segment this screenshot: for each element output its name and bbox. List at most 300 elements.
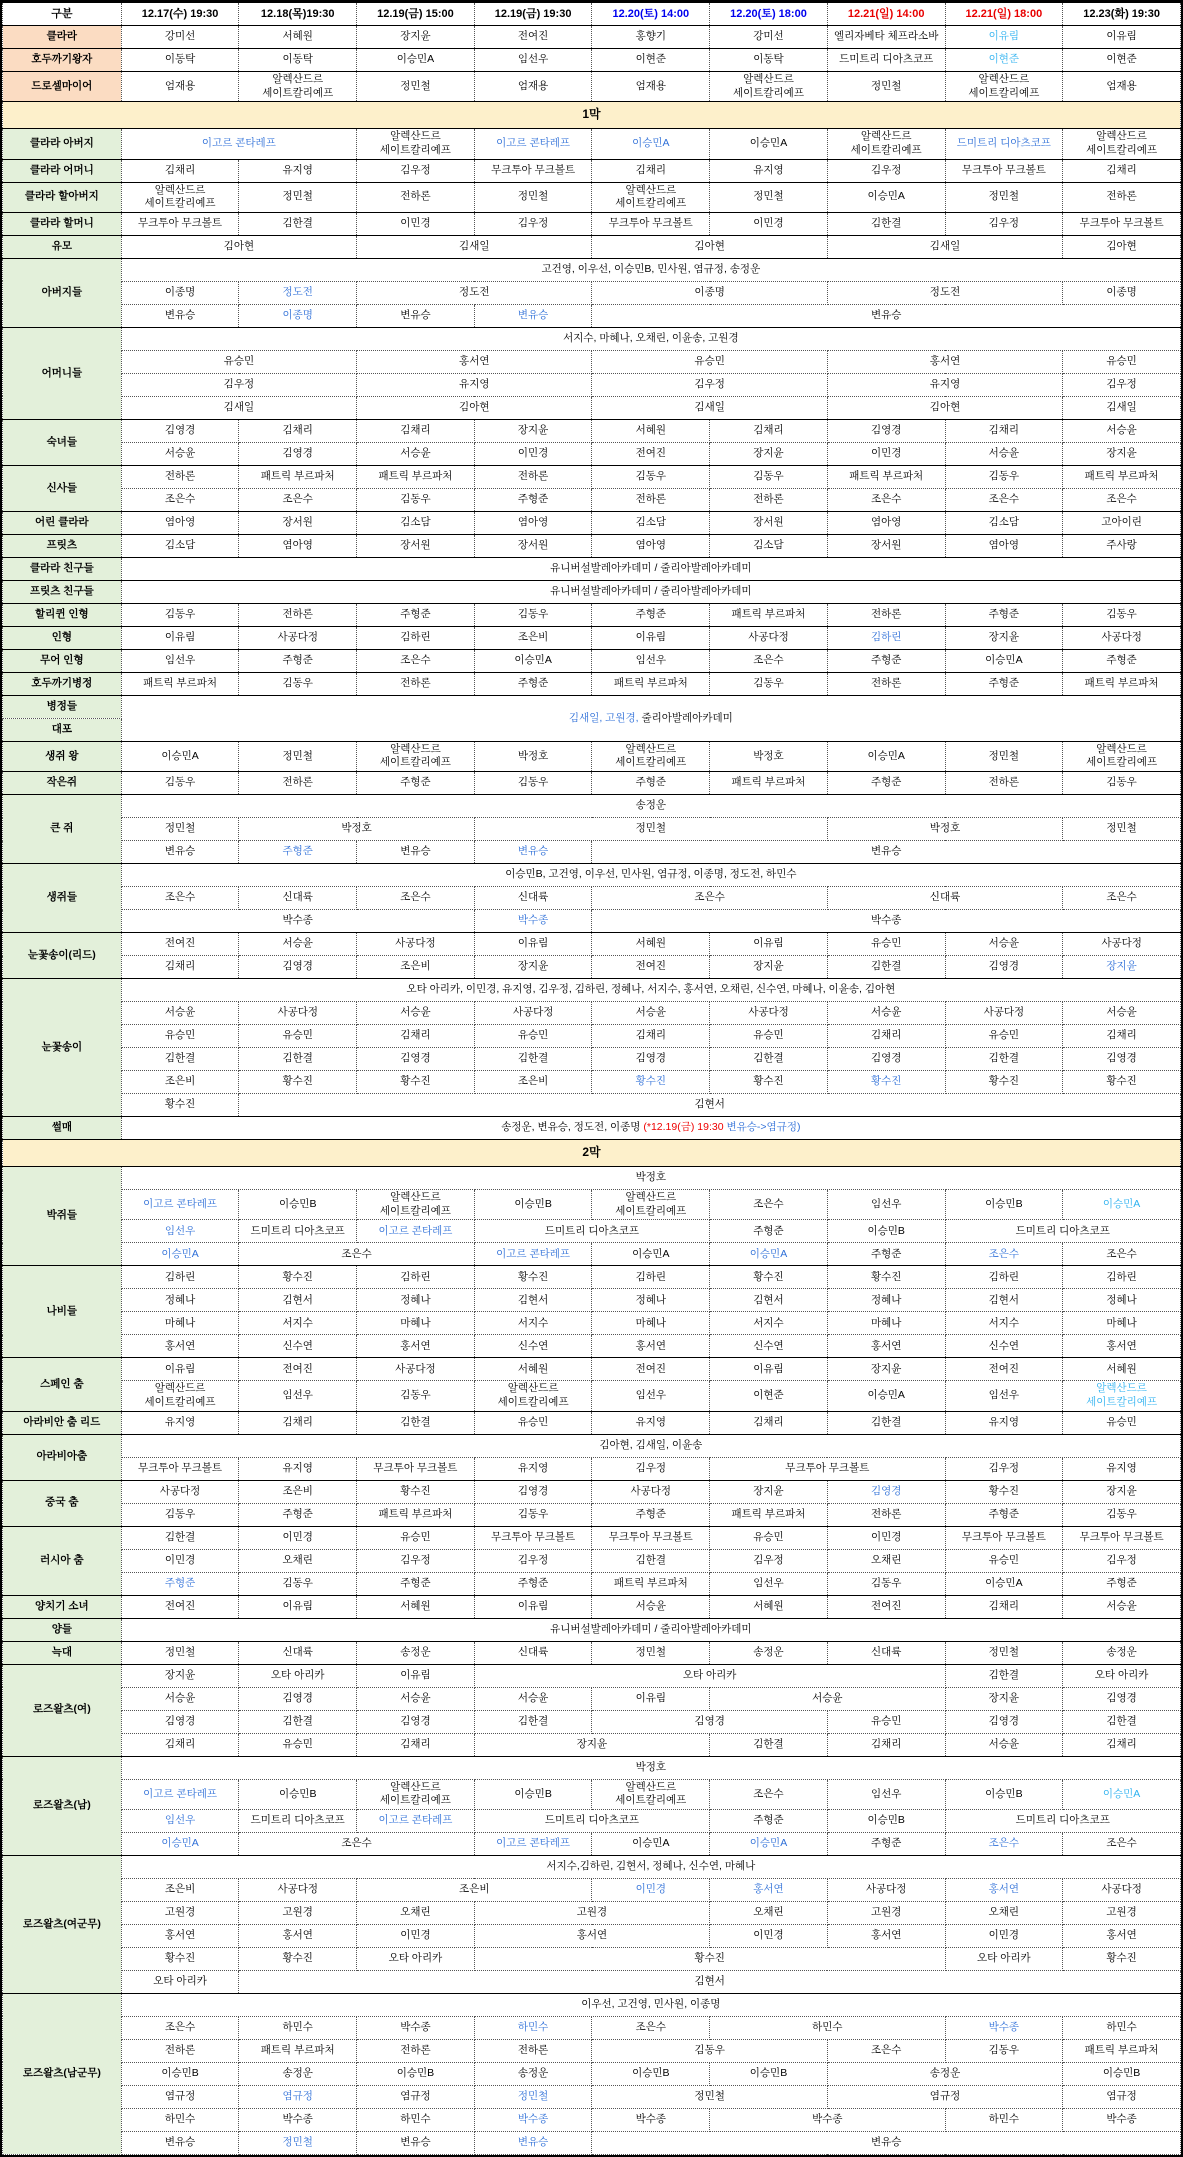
cast-cell: 패트릭 부르파처	[1063, 465, 1181, 488]
cast-cell: 무크투아 무크볼트	[474, 159, 592, 182]
cast-cell: 유니버설발레아카데미 / 줄리아발레아카데미	[121, 557, 1180, 580]
cast-cell: 이승민B	[945, 1190, 1063, 1220]
row-label: 클라라 아버지	[3, 129, 122, 159]
cast-cell: 홍서연	[474, 1924, 709, 1947]
row-label: 로즈왈츠(남)	[3, 1756, 122, 1855]
cast-cell: 홍서연	[357, 350, 592, 373]
cast-cell: 마혜나	[121, 1312, 239, 1335]
column-header: 12.18(목)19:30	[239, 3, 357, 26]
cast-cell: 조은수	[239, 1243, 474, 1266]
cast-cell: 이승민A	[827, 1381, 945, 1411]
cast-cell: 이유림	[710, 1358, 828, 1381]
cast-cell: 조은수	[239, 1832, 474, 1855]
column-header: 12.20(토) 14:00	[592, 3, 710, 26]
cast-cell: 전하론	[239, 603, 357, 626]
cast-cell: 전여진	[592, 442, 710, 465]
cast-cell: 김동우	[1063, 1503, 1181, 1526]
cast-cell: 조은수	[1063, 488, 1181, 511]
cast-cell: 홍서연	[357, 1335, 475, 1358]
cast-cell: 사공다정	[357, 933, 475, 956]
cast-cell: 변유승	[121, 841, 239, 864]
cast-cell: 이승민B	[357, 2062, 475, 2085]
cast-cell: 임선우	[239, 1381, 357, 1411]
cast-cell: 김동우	[239, 1572, 357, 1595]
cast-cell: 정혜나	[592, 1289, 710, 1312]
cast-cell: 오타 아리카	[474, 1664, 945, 1687]
cast-cell: 이유림	[710, 933, 828, 956]
cast-cell: 김동우	[474, 1503, 592, 1526]
cast-cell: 알렉산드르 세이트칼리예프	[592, 182, 710, 212]
cast-cell: 주형준	[592, 772, 710, 795]
cast-cell: 김영경	[945, 956, 1063, 979]
cast-cell: 김현서	[945, 1289, 1063, 1312]
cast-cell: 김우정	[827, 159, 945, 182]
cast-cell: 이종명	[1063, 281, 1181, 304]
cast-cell: 유지영	[239, 159, 357, 182]
cast-cell: 이종명	[592, 281, 827, 304]
row-label: 프릿츠	[3, 534, 122, 557]
cast-cell: 서승윤	[121, 1687, 239, 1710]
cast-cell: 유지영	[121, 1411, 239, 1434]
cast-cell: 정민철	[945, 1641, 1063, 1664]
cast-cell: 송정운	[1063, 1641, 1181, 1664]
cast-cell: 주형준	[1063, 649, 1181, 672]
cast-cell: 강미선	[710, 26, 828, 49]
cast-cell: 알렉산드르 세이트칼리예프	[357, 1190, 475, 1220]
cast-cell: 조은수	[710, 1779, 828, 1809]
cast-cell: 이유림	[474, 933, 592, 956]
cast-cell: 전하론	[357, 2039, 475, 2062]
cast-cell: 김한결	[474, 1048, 592, 1071]
cast-cell: 조은수	[710, 649, 828, 672]
cast-cell: 조은비	[357, 956, 475, 979]
cast-cell: 알렉산드르 세이트칼리예프	[357, 1779, 475, 1809]
cast-cell: 정혜나	[357, 1289, 475, 1312]
cast-cell: 김동우	[357, 1381, 475, 1411]
row-label: 할리퀸 인형	[3, 603, 122, 626]
cast-cell: 변유승	[357, 841, 475, 864]
cast-cell: 패트릭 부르파처	[1063, 2039, 1181, 2062]
cast-cell: 김우정	[121, 373, 356, 396]
cast-cell: 김동우	[121, 603, 239, 626]
cast-cell: 서승윤	[239, 933, 357, 956]
cast-cell: 주형준	[239, 649, 357, 672]
cast-cell: 조은수	[121, 488, 239, 511]
cast-cell: 주형준	[474, 488, 592, 511]
cast-cell: 조은수	[1063, 887, 1181, 910]
cast-cell: 유지영	[357, 373, 592, 396]
cast-cell: 박정호	[239, 818, 474, 841]
row-label: 중국 춤	[3, 1480, 122, 1526]
row-label: 눈꽃송이	[3, 979, 122, 1117]
cast-cell: 하민수	[121, 2108, 239, 2131]
cast-cell: 조은수	[121, 887, 239, 910]
cast-cell: 박수종	[592, 2108, 710, 2131]
cast-cell: 정민철	[710, 182, 828, 212]
cast-cell: 조은수	[945, 488, 1063, 511]
cast-cell: 황수진	[1063, 1071, 1181, 1094]
cast-cell: 김아현	[121, 235, 356, 258]
cast-cell: 유승민	[710, 1526, 828, 1549]
cast-cell: 드미트리 디아츠코프	[827, 49, 945, 72]
cast-cell: 사공다정	[239, 1878, 357, 1901]
cast-cell: 이고르 콘타레프	[357, 1809, 475, 1832]
cast-cell: 하민수	[474, 2016, 592, 2039]
cast-cell: 신대륙	[474, 887, 592, 910]
cast-cell: 전하론	[827, 672, 945, 695]
cast-cell: 서혜원	[357, 1595, 475, 1618]
cast-cell: 박정호	[827, 818, 1062, 841]
cast-cell: 이승민A	[357, 49, 475, 72]
cast-cell: 유승민	[474, 1025, 592, 1048]
cast-cell: 이승민A	[945, 649, 1063, 672]
cast-cell: 이유림	[474, 1595, 592, 1618]
cast-cell: 염규정	[357, 2085, 475, 2108]
cast-cell: 전여진	[827, 1595, 945, 1618]
cast-cell: 장서원	[827, 534, 945, 557]
cast-cell: 전하론	[592, 488, 710, 511]
cast-cell: 송정운	[710, 1641, 828, 1664]
cast-cell: 오타 아리카	[121, 1970, 239, 1993]
column-header: 12.19(금) 19:30	[474, 3, 592, 26]
cast-cell: 조은비	[239, 1480, 357, 1503]
cast-cell: 이승민A	[121, 1832, 239, 1855]
cast-cell: 김우정	[357, 1549, 475, 1572]
cast-cell: 전하론	[357, 672, 475, 695]
row-label: 러시아 춤	[3, 1526, 122, 1595]
cast-cell: 사공다정	[239, 626, 357, 649]
cast-cell: 장서원	[357, 534, 475, 557]
cast-cell: 이민경	[710, 1924, 828, 1947]
cast-cell: 조은비	[121, 1878, 239, 1901]
cast-cell: 김하린	[827, 626, 945, 649]
cast-cell: 김하린	[945, 1266, 1063, 1289]
cast-cell: 김동우	[592, 465, 710, 488]
cast-cell: 주형준	[827, 1832, 945, 1855]
cast-name: 송정운, 변유승, 정도전, 이종명	[501, 1121, 644, 1134]
cast-cell: 마혜나	[1063, 1312, 1181, 1335]
cast-cell: 전하론	[357, 182, 475, 212]
cast-cell: 임선우	[710, 1572, 828, 1595]
cast-cell: 알렉산드르 세이트칼리예프	[474, 1381, 592, 1411]
cast-cell: 무크투아 무크볼트	[357, 1457, 475, 1480]
cast-cell: 전여진	[239, 1358, 357, 1381]
cast-cell: 고원경	[474, 1901, 709, 1924]
cast-cell: 변유승	[121, 304, 239, 327]
cast-cell: 박수종	[474, 2108, 592, 2131]
cast-cell: 김채리	[592, 159, 710, 182]
cast-cell: 장지윤	[710, 1480, 828, 1503]
cast-cell: 서승윤	[945, 1733, 1063, 1756]
cast-cell: 유지영	[827, 373, 1062, 396]
cast-cell: 염아영	[945, 534, 1063, 557]
cast-cell: 전여진	[121, 933, 239, 956]
cast-cell: 이승민A	[1063, 1779, 1181, 1809]
row-label: 박쥐들	[3, 1167, 122, 1266]
row-label: 아라비안 춤 리드	[3, 1411, 122, 1434]
cast-cell: 이승민A	[121, 741, 239, 771]
cast-cell: 조은수	[1063, 1243, 1181, 1266]
cast-cell: 이승민B	[1063, 2062, 1181, 2085]
cast-cell: 이동탁	[121, 49, 239, 72]
cast-cell: 알렉산드르 세이트칼리예프	[592, 1779, 710, 1809]
cast-cell: 염규정	[239, 2085, 357, 2108]
cast-cell: 박수종	[945, 2016, 1063, 2039]
row-label: 어머니들	[3, 327, 122, 419]
cast-cell: 장지윤	[1063, 1480, 1181, 1503]
cast-cell: 박수종	[1063, 2108, 1181, 2131]
cast-cell: 이고르 콘타레프	[474, 1243, 592, 1266]
cast-cell: 박정호	[121, 1167, 1180, 1190]
cast-cell: 조은수	[357, 649, 475, 672]
cast-cell: 황수진	[1063, 1947, 1181, 1970]
cast-cell: 김영경	[945, 1710, 1063, 1733]
cast-cell: 서승윤	[1063, 1595, 1181, 1618]
cast-cell: 김동우	[121, 772, 239, 795]
cast-cell: 조은수	[592, 2016, 710, 2039]
cast-cell: 변유승	[357, 304, 475, 327]
cast-cell: 김영경	[121, 1710, 239, 1733]
cast-cell: 이승민A	[474, 649, 592, 672]
cast-name: 줄리아발레아카데미	[638, 711, 733, 724]
cast-cell: 무크투아 무크볼트	[945, 1526, 1063, 1549]
cast-cell: 김우정	[945, 212, 1063, 235]
cast-cell: 홍서연	[592, 1335, 710, 1358]
cast-cell: 김한결	[827, 1411, 945, 1434]
cast-cell: 황수진	[474, 1266, 592, 1289]
cast-cell: 서지수,김하린, 김현서, 정혜나, 신수연, 마혜나	[121, 1855, 1180, 1878]
cast-cell: 무크투아 무크볼트	[592, 212, 710, 235]
cast-cell: 이현준	[1063, 49, 1181, 72]
cast-cell: 패트릭 부르파처	[357, 465, 475, 488]
row-label: 작은쥐	[3, 772, 122, 795]
cast-cell: 패트릭 부르파처	[239, 2039, 357, 2062]
cast-cell: 유니버설발레아카데미 / 줄리아발레아카데미	[121, 1618, 1180, 1641]
cast-cell: 알렉산드르 세이트칼리예프	[239, 72, 357, 102]
cast-cell: 정민철	[592, 1641, 710, 1664]
cast-cell: 이종명	[121, 281, 239, 304]
cast-cell: 김영경	[827, 1480, 945, 1503]
cast-cell: 김한결	[239, 212, 357, 235]
cast-cell: 홍서연	[239, 1924, 357, 1947]
cast-cell: 유지영	[592, 1411, 710, 1434]
cast-cell: 김우정	[357, 159, 475, 182]
cast-cell: 김우정	[474, 212, 592, 235]
cast-cell: 이승민A	[827, 741, 945, 771]
cast-cell: 변유승	[592, 2131, 1181, 2154]
cast-cell: 서혜원	[710, 1595, 828, 1618]
cast-cell: 정민철	[592, 2085, 827, 2108]
cast-cell: 이승민B, 고건영, 이우선, 민사원, 염규정, 이종명, 정도전, 하민수	[121, 864, 1180, 887]
cast-cell: 김한결	[945, 1048, 1063, 1071]
cast-cell: 김영경	[827, 1048, 945, 1071]
cast-name: 김새일, 고원경,	[568, 711, 639, 724]
cast-cell: 김채리	[827, 1733, 945, 1756]
cast-cell: 주형준	[121, 1572, 239, 1595]
cast-cell	[121, 1117, 1180, 1140]
cast-cell: 주형준	[357, 772, 475, 795]
cast-cell: 정민철	[357, 72, 475, 102]
cast-cell: 주형준	[357, 1572, 475, 1595]
cast-cell: 조은수	[239, 488, 357, 511]
cast-cell: 김채리	[239, 1411, 357, 1434]
cast-cell: 김채리	[710, 1411, 828, 1434]
cast-cell: 김소담	[710, 534, 828, 557]
cast-cell: 이고르 콘타레프	[474, 129, 592, 159]
cast-cell: 드미트리 디아츠코프	[945, 129, 1063, 159]
cast-cell: 서지수	[239, 1312, 357, 1335]
column-header: 12.21(일) 14:00	[827, 3, 945, 26]
cast-cell: 홍서연	[710, 1878, 828, 1901]
cast-cell: 서승윤	[945, 442, 1063, 465]
cast-cell: 이승민B	[592, 2062, 710, 2085]
cast-cell: 알렉산드르 세이트칼리예프	[121, 182, 239, 212]
cast-cell: 조은비	[474, 1071, 592, 1094]
cast-cell: 서혜원	[474, 1358, 592, 1381]
cast-cell: 김한결	[827, 212, 945, 235]
cast-cell: 이승민A	[827, 182, 945, 212]
cast-cell: 이승민A	[1063, 1190, 1181, 1220]
cast-cell: 이민경	[357, 1924, 475, 1947]
cast-cell: 정도전	[239, 281, 357, 304]
cast-cell: 이동탁	[239, 49, 357, 72]
cast-cell: 유승민	[710, 1025, 828, 1048]
cast-cell: 김영경	[357, 1710, 475, 1733]
cast-cell: 김영경	[1063, 1687, 1181, 1710]
cast-cell: 조은비	[474, 626, 592, 649]
cast-cell: 김하린	[1063, 1266, 1181, 1289]
cast-cell: 전여진	[945, 1358, 1063, 1381]
cast-cell: 전하론	[121, 2039, 239, 2062]
cast-cell: 신대륙	[239, 887, 357, 910]
cast-cell: 유승민	[827, 1710, 945, 1733]
cast-cell: 서승윤	[827, 1002, 945, 1025]
cast-cell: 정민철	[121, 818, 239, 841]
cast-cell: 오타 아리카	[1063, 1664, 1181, 1687]
cast-cell: 이우선, 고건영, 민사원, 이종명	[121, 1993, 1180, 2016]
cast-cell: 황수진	[945, 1071, 1063, 1094]
cast-cell: 오타 아리카	[357, 1947, 475, 1970]
cast-cell: 김채리	[1063, 1733, 1181, 1756]
cast-cell: 변유승	[592, 841, 1181, 864]
cast-cell: 이유림	[592, 626, 710, 649]
cast-cell: 무크투아 무크볼트	[121, 212, 239, 235]
cast-cell: 황수진	[827, 1266, 945, 1289]
cast-cell: 드미트리 디아츠코프	[474, 1220, 709, 1243]
cast-cell: 김우정	[592, 373, 827, 396]
cast-cell: 조은수	[945, 1832, 1063, 1855]
cast-cell: 이승민B	[474, 1190, 592, 1220]
cast-cell: 주형준	[827, 772, 945, 795]
cast-cell: 고건영, 이우선, 이승민B, 민사원, 염규정, 송정운	[121, 258, 1180, 281]
cast-cell: 김동우	[239, 672, 357, 695]
cast-cell: 패트릭 부르파처	[121, 672, 239, 695]
cast-cell: 유지영	[710, 159, 828, 182]
cast-cell: 유승민	[945, 1025, 1063, 1048]
cast-cell: 홍서연	[1063, 1335, 1181, 1358]
cast-cell: 이승민B	[121, 2062, 239, 2085]
cast-cell: 유승민	[121, 1025, 239, 1048]
cast-cell: 이동탁	[710, 49, 828, 72]
act-section-header: 2막	[3, 1140, 1181, 1167]
cast-cell: 사공다정	[945, 1002, 1063, 1025]
cast-cell: 김영경	[592, 1048, 710, 1071]
cast-cell: 임선우	[827, 1190, 945, 1220]
cast-cell: 김채리	[239, 419, 357, 442]
cast-cell: 패트릭 부르파처	[710, 772, 828, 795]
cast-cell: 이민경	[474, 442, 592, 465]
cast-cell: 김채리	[710, 419, 828, 442]
cast-cell: 사공다정	[1063, 626, 1181, 649]
cast-cell: 조은수	[827, 488, 945, 511]
cast-cell: 이고르 콘타레프	[357, 1220, 475, 1243]
cast-cell: 전여진	[592, 1358, 710, 1381]
cast-cell: 엄재용	[592, 72, 710, 102]
cast-cell: 유지영	[1063, 1457, 1181, 1480]
cast-cell: 김아현	[357, 396, 592, 419]
cast-cell: 전하론	[239, 772, 357, 795]
row-label: 대포	[3, 718, 122, 741]
cast-cell: 김하린	[357, 1266, 475, 1289]
cast-cell: 김채리	[945, 419, 1063, 442]
cast-cell: 김아현, 김새일, 이윤송	[121, 1434, 1180, 1457]
cast-cell: 김하린	[592, 1266, 710, 1289]
cast-cell: 김한결	[710, 1733, 828, 1756]
cast-cell: 주형준	[710, 1809, 828, 1832]
cast-cell: 고원경	[827, 1901, 945, 1924]
cast-cell: 김새일	[1063, 396, 1181, 419]
cast-cell: 유승민	[474, 1411, 592, 1434]
cast-cell: 김영경	[239, 1687, 357, 1710]
cast-cell: 알렉산드르 세이트칼리예프	[121, 1381, 239, 1411]
cast-cell: 박정호	[474, 741, 592, 771]
cast-cell: 유승민	[1063, 350, 1181, 373]
cast-cell: 사공다정	[1063, 933, 1181, 956]
cast-cell: 이승민B	[710, 2062, 828, 2085]
cast-cell: 김한결	[474, 1710, 592, 1733]
cast-cell: 김채리	[121, 956, 239, 979]
cast-cell: 주형준	[945, 603, 1063, 626]
column-header: 12.23(화) 19:30	[1063, 3, 1181, 26]
cast-cell: 장지윤	[827, 1358, 945, 1381]
cast-cell: 김동우	[1063, 772, 1181, 795]
cast-cell: 김소담	[357, 511, 475, 534]
cast-cell: 주형준	[710, 1220, 828, 1243]
cast-cell: 고원경	[121, 1901, 239, 1924]
cast-cell: 정민철	[474, 182, 592, 212]
cast-cell: 서지수	[474, 1312, 592, 1335]
cast-cell: 김한결	[121, 1526, 239, 1549]
cast-cell: 주형준	[239, 841, 357, 864]
cast-cell: 조은수	[827, 2039, 945, 2062]
row-label: 썰매	[3, 1117, 122, 1140]
row-label: 클라라 할아버지	[3, 182, 122, 212]
cast-cell: 서승윤	[474, 1687, 592, 1710]
cast-cell: 서승윤	[945, 933, 1063, 956]
cast-cell: 정민철	[239, 2131, 357, 2154]
cast-cell: 김동우	[945, 2039, 1063, 2062]
cast-cell: 오타 아리카, 이민경, 유지영, 김우정, 김하린, 정혜나, 서지수, 홍서연, 오채린, 신수연, 마혜나, 이윤송, 김아현	[121, 979, 1180, 1002]
cast-cell: 하민수	[239, 2016, 357, 2039]
cast-cell: 정민철	[239, 182, 357, 212]
cast-cell: 알렉산드르 세이트칼리예프	[592, 1190, 710, 1220]
cast-cell: 이유림	[121, 1358, 239, 1381]
cast-cell: 이승민A	[592, 1832, 710, 1855]
cast-cell: 전여진	[121, 1595, 239, 1618]
cast-cell: 정혜나	[827, 1289, 945, 1312]
cast-cell: 김아현	[1063, 235, 1181, 258]
cast-cell: 장지윤	[945, 1687, 1063, 1710]
